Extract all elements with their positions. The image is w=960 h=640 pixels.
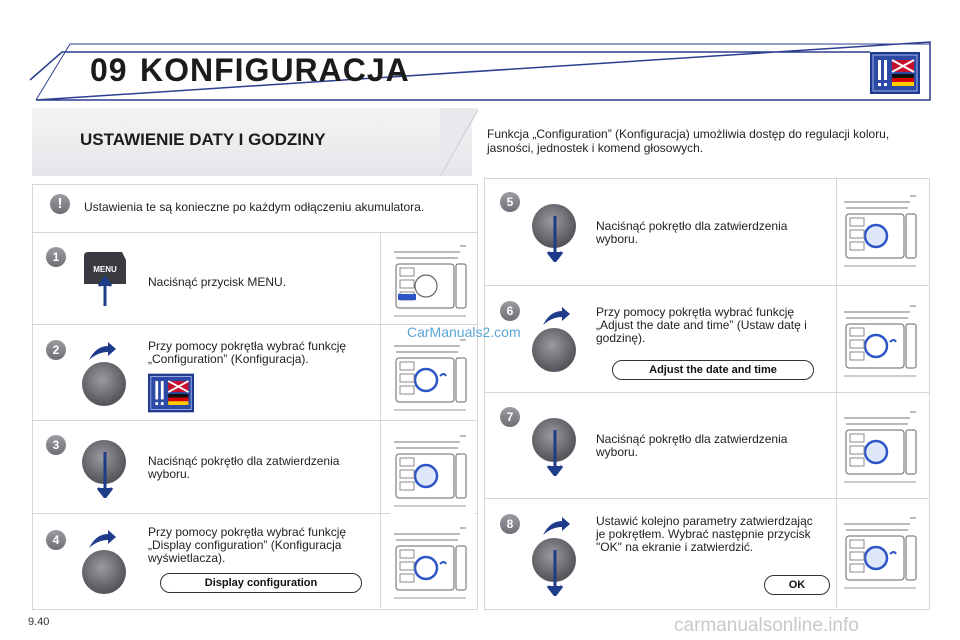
step-text: Przy pomocy pokrętła wybrać funkcję „Configuration” (Konfiguracja). xyxy=(148,339,347,366)
press-arrow-icon xyxy=(544,548,566,596)
press-arrow-icon xyxy=(544,428,566,476)
step-text: Naciśnąć przycisk MENU. xyxy=(148,275,287,289)
display-configuration-pill: Display configuration xyxy=(160,573,362,593)
warning-text: Ustawienia te są konieczne po każdym odłączeniu akumulatora. xyxy=(84,200,425,214)
radio-panel-icon xyxy=(390,520,474,606)
step-badge: 3 xyxy=(46,435,66,455)
rotate-arrow-icon xyxy=(86,340,118,362)
step-badge: 4 xyxy=(46,530,66,550)
rotate-arrow-icon xyxy=(86,528,118,550)
menu-button-icon xyxy=(82,250,128,308)
radio-panel-icon xyxy=(390,238,474,324)
footer-watermark: carmanualsonline.info xyxy=(674,615,859,636)
step-badge: 8 xyxy=(500,514,520,534)
configuration-icon xyxy=(870,52,920,94)
step-badge: 7 xyxy=(500,407,520,427)
divider xyxy=(32,232,478,233)
divider xyxy=(32,420,478,421)
warning-badge: ! xyxy=(50,194,70,214)
press-arrow-icon xyxy=(544,214,566,262)
step-text: Przy pomocy pokrętła wybrać funkcję „Display configuration” (Konfiguracja wyświetlacza). xyxy=(148,525,347,565)
radio-panel-icon xyxy=(840,298,924,384)
step-badge: 2 xyxy=(46,340,66,360)
chapter-number: 09 xyxy=(90,52,128,88)
section-header-corner xyxy=(440,108,485,178)
rotary-knob xyxy=(532,328,576,372)
step-text: Ustawić kolejno parametry zatwierdzając je pokrętłem. Wybrać następnie przycisk "OK" na ekranie i zatwierdzić. xyxy=(596,514,813,554)
radio-panel-icon xyxy=(390,332,474,418)
step-text: Przy pomocy pokrętła wybrać funkcję „Adjust the date and time” (Ustaw datę i godzinę). xyxy=(596,305,807,345)
radio-panel-icon xyxy=(840,188,924,274)
rotary-knob xyxy=(82,362,126,406)
radio-panel-icon xyxy=(840,404,924,490)
rotary-knob xyxy=(82,550,126,594)
step-text: Naciśnąć pokrętło dla zatwierdzenia wyboru. xyxy=(596,432,788,459)
section-intro: Funkcja „Configuration” (Konfiguracja) umożliwia dostęp do regulacji koloru, jasności, jednostek i komend głosowych. xyxy=(487,127,890,155)
divider xyxy=(380,233,381,608)
adjust-date-time-pill: Adjust the date and time xyxy=(612,360,814,380)
page-title: KONFIGURACJA xyxy=(140,52,410,88)
step-text: Naciśnąć pokrętło dla zatwierdzenia wyboru. xyxy=(596,219,788,246)
divider xyxy=(484,285,930,286)
page-number: 9.40 xyxy=(28,616,50,628)
rotate-arrow-icon xyxy=(540,515,572,537)
menu-key-label: MENU xyxy=(93,265,117,274)
section-title: USTAWIENIE DATY I GODZINY xyxy=(80,130,326,149)
divider xyxy=(836,178,837,608)
step-text: Naciśnąć pokrętło dla zatwierdzenia wyboru. xyxy=(148,454,340,481)
press-arrow-icon xyxy=(94,450,116,498)
divider xyxy=(484,498,930,499)
radio-panel-icon xyxy=(840,510,924,596)
step-badge: 5 xyxy=(500,192,520,212)
divider xyxy=(484,392,930,393)
configuration-icon xyxy=(148,372,194,414)
step-badge: 1 xyxy=(46,247,66,267)
radio-panel-icon xyxy=(390,428,474,514)
step-badge: 6 xyxy=(500,301,520,321)
watermark: CarManuals2.com xyxy=(407,324,521,340)
rotate-arrow-icon xyxy=(540,305,572,327)
ok-pill: OK xyxy=(764,575,830,595)
